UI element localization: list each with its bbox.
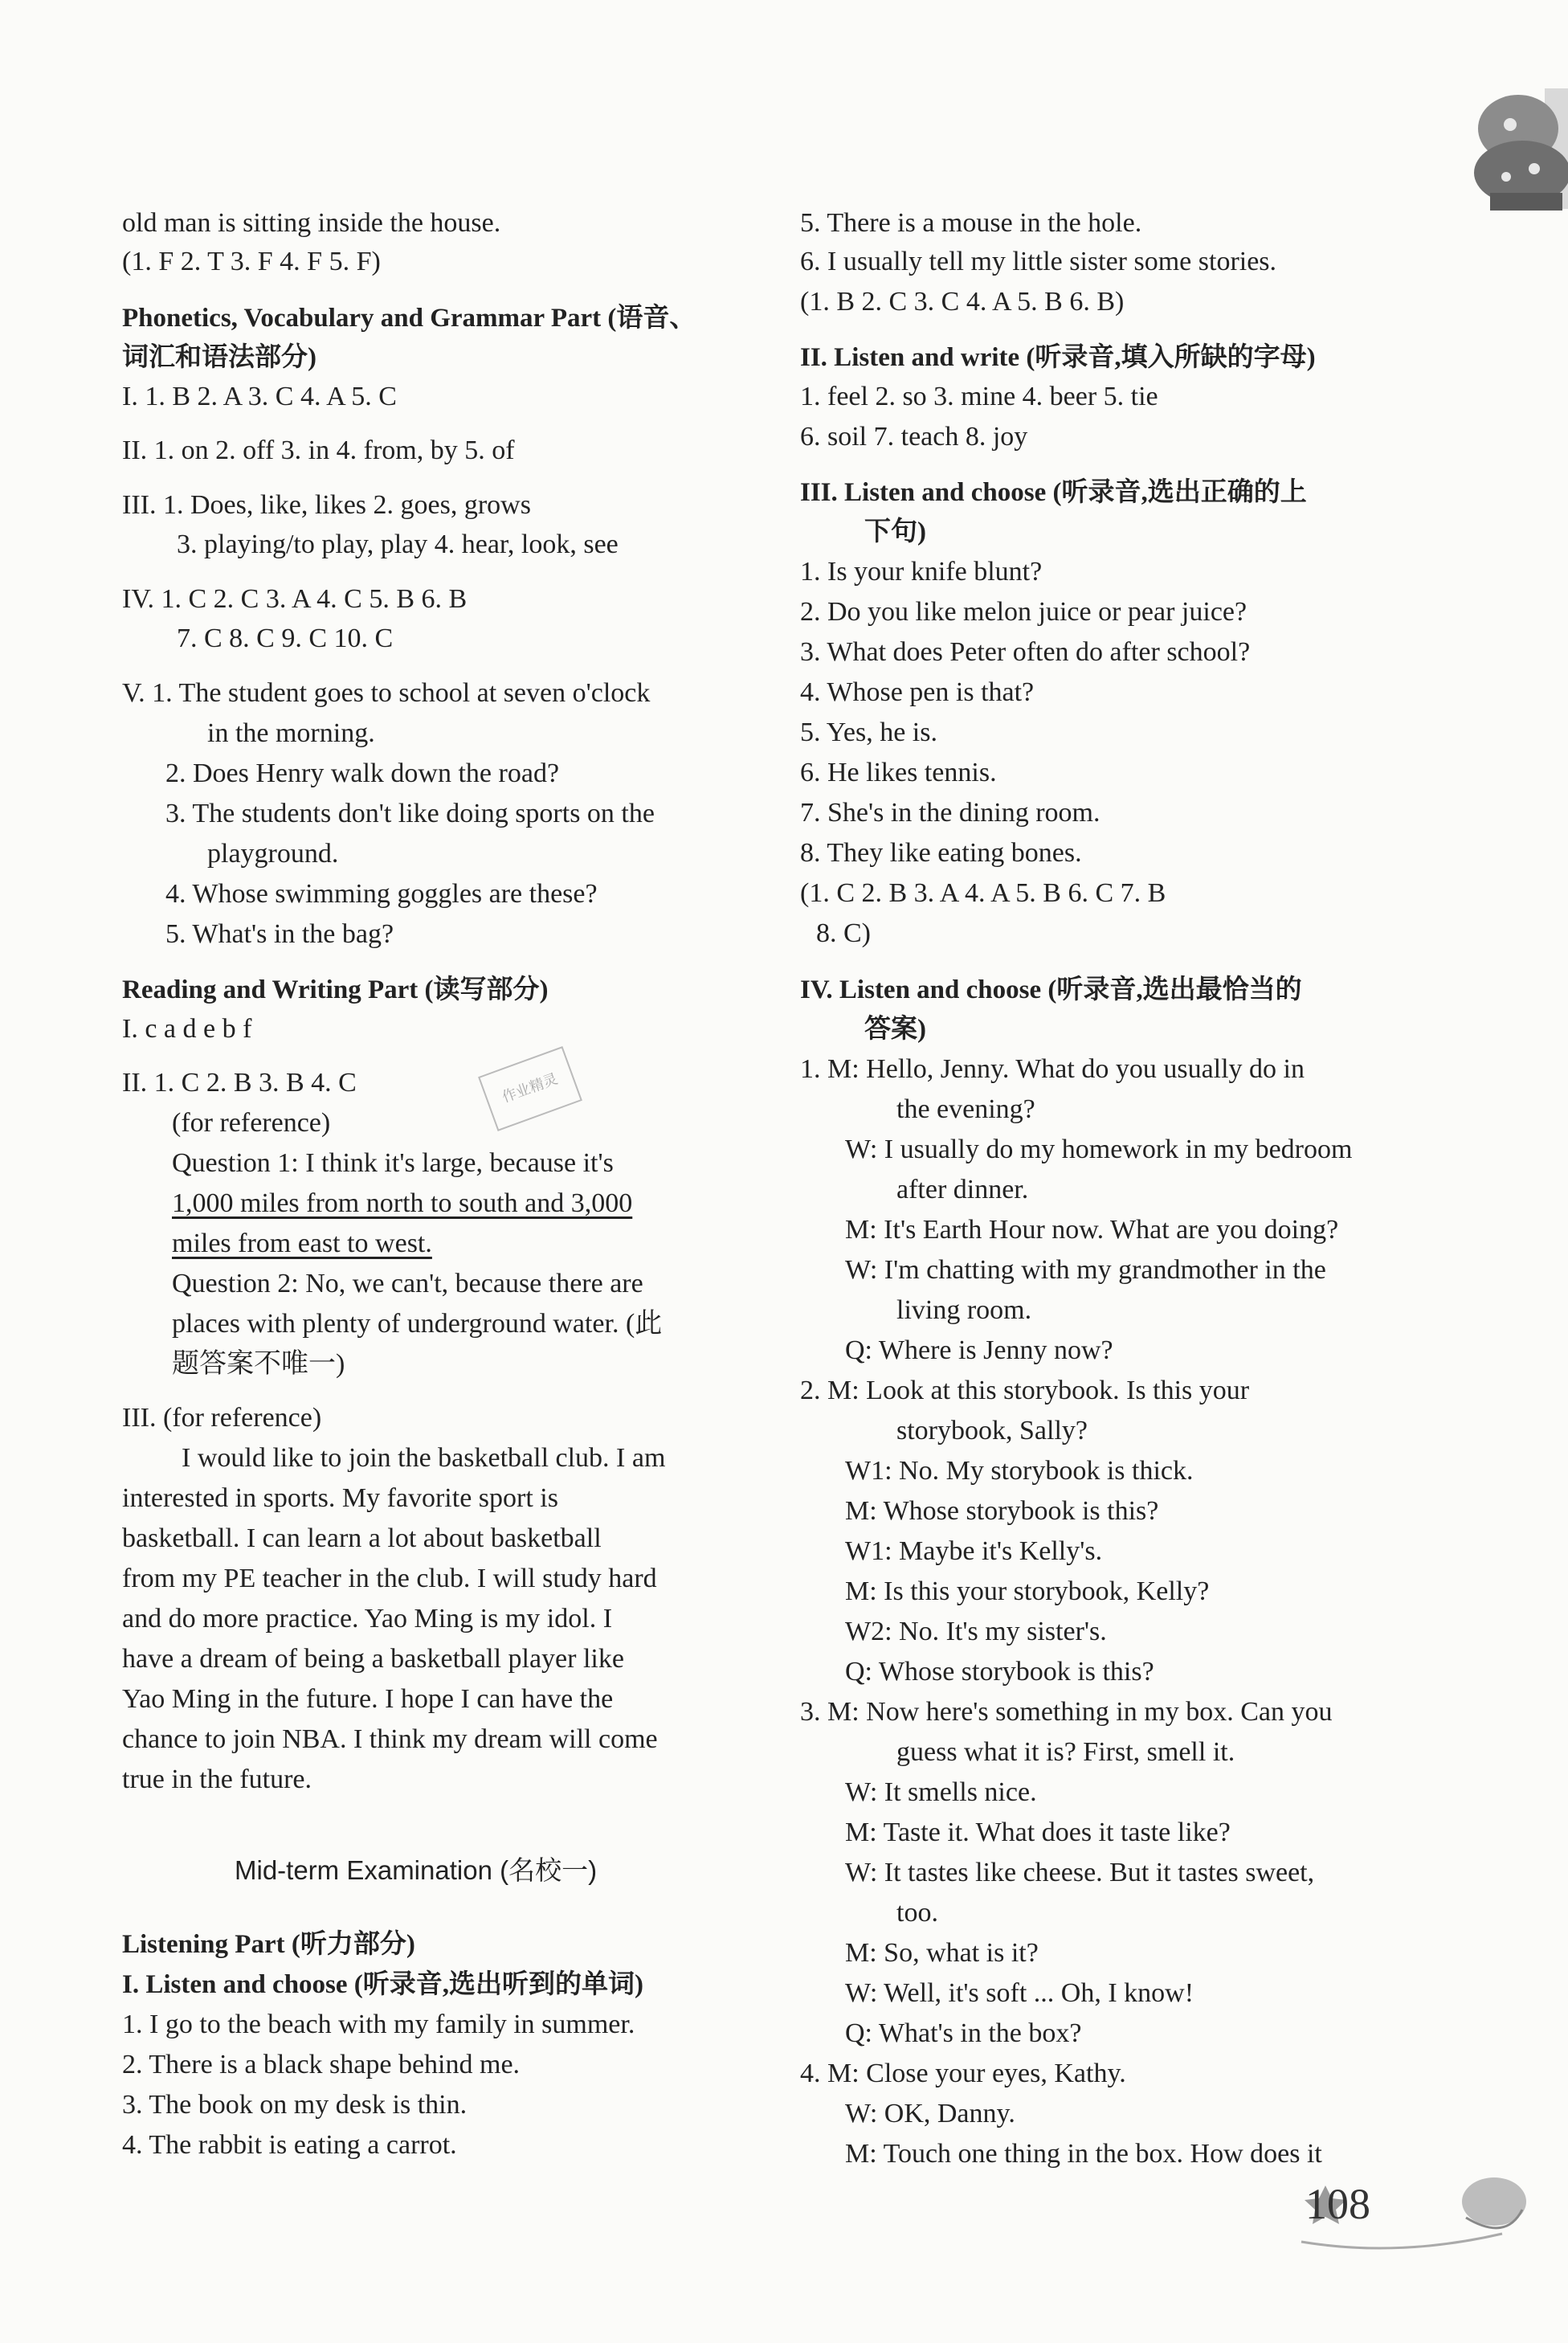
dialogue-line: M: Touch one thing in the box. How does it [845, 2139, 1322, 2169]
section-heading: III. Listen and choose (听录音,选出正确的上 [800, 478, 1307, 507]
answer-line: 7. C 8. C 9. C 10. C [177, 624, 394, 653]
dialogue-line: W2: No. It's my sister's. [845, 1617, 1107, 1646]
dialogue-line: W: Well, it's soft ... Oh, I know! [845, 1978, 1194, 2008]
dialogue-line: M: Whose storybook is this? [845, 1496, 1159, 1526]
paragraph-line: and do more practice. Yao Ming is my idol. I [122, 1604, 613, 1634]
answer-line: II. 1. on 2. off 3. in 4. from, by 5. of [122, 435, 515, 465]
stamp-watermark [470, 1045, 590, 1133]
dialogue-line: W: It tastes like cheese. But it tastes sweet, [845, 1858, 1315, 1887]
answer-line: 6. I usually tell my little sister some stories. [800, 247, 1277, 276]
answer-line: 2. Do you like melon juice or pear juice? [800, 597, 1247, 627]
dialogue-line: 2. M: Look at this storybook. Is this your [800, 1376, 1250, 1405]
answer-line: I. c a d e b f [122, 1014, 252, 1044]
section-heading: 词汇和语法部分) [122, 343, 316, 372]
answer-line: 6. soil 7. teach 8. joy [800, 422, 1028, 452]
answer-line: playground. [207, 839, 339, 869]
dialogue-line: Q: Where is Jenny now? [845, 1335, 1113, 1365]
answer-line: Question 1: I think it's large, because it's [172, 1148, 614, 1178]
answer-line: 2. Does Henry walk down the road? [165, 759, 560, 788]
answer-line: 1. Is your knife blunt? [800, 557, 1043, 587]
answer-line: 3. The book on my desk is thin. [122, 2090, 468, 2120]
section-heading: II. Listen and write (听录音,填入所缺的字母) [800, 343, 1316, 372]
section-heading: Listening Part (听力部分) [122, 1930, 415, 1959]
answer-line: (1. B 2. C 3. C 4. A 5. B 6. B) [800, 287, 1125, 317]
dialogue-line: W1: No. My storybook is thick. [845, 1456, 1194, 1486]
dialogue-line: 4. M: Close your eyes, Kathy. [800, 2059, 1126, 2088]
dialogue-line: 1. M: Hello, Jenny. What do you usually do in [800, 1054, 1305, 1084]
dialogue-line: the evening? [896, 1094, 1035, 1124]
answer-line: Question 2: No, we can't, because there are [172, 1269, 643, 1298]
page-number: 108 [1305, 2180, 1370, 2228]
answer-line: 1,000 miles from north to south and 3,000 [172, 1188, 633, 1218]
answer-line: (1. F 2. T 3. F 4. F 5. F) [122, 247, 381, 276]
paragraph-line: I would like to join the basketball club. I am [182, 1443, 666, 1473]
paragraph-line: chance to join NBA. I think my dream will come [122, 1724, 658, 1754]
answer-line: 5. There is a mouse in the hole. [800, 208, 1142, 238]
answer-line: in the morning. [207, 718, 375, 748]
answer-line: 2. There is a black shape behind me. [122, 2050, 521, 2079]
answer-line: 4. Whose pen is that? [800, 677, 1035, 707]
answer-line: I. 1. B 2. A 3. C 4. A 5. C [122, 382, 397, 411]
answer-line: 3. playing/to play, play 4. hear, look, see [177, 530, 619, 559]
section-heading: Reading and Writing Part (读写部分) [122, 975, 549, 1004]
paragraph-line: Yao Ming in the future. I hope I can have the [122, 1684, 614, 1714]
answer-line: III. 1. Does, like, likes 2. goes, grows [122, 490, 531, 520]
answer-line: (for reference) [172, 1108, 331, 1138]
answer-line: II. 1. C 2. B 3. B 4. C [122, 1068, 357, 1098]
answer-line: 6. He likes tennis. [800, 758, 997, 787]
answer-line: III. (for reference) [122, 1403, 322, 1433]
dialogue-line: Q: What's in the box? [845, 2018, 1082, 2048]
paragraph-line: have a dream of being a basketball player like [122, 1644, 624, 1674]
dialogue-line: living room. [896, 1295, 1032, 1325]
answer-line: 7. She's in the dining room. [800, 798, 1100, 828]
paragraph-line: from my PE teacher in the club. I will study hard [122, 1564, 657, 1593]
answer-line: 题答案不唯一) [172, 1349, 345, 1379]
answer-line: 5. Yes, he is. [800, 718, 937, 747]
answer-line: 5. What's in the bag? [165, 919, 394, 949]
dialogue-line: W: I'm chatting with my grandmother in the [845, 1255, 1326, 1285]
answer-line: 8. They like eating bones. [800, 838, 1082, 868]
answer-line: 3. What does Peter often do after school? [800, 637, 1251, 667]
section-heading: IV. Listen and choose (听录音,选出最恰当的 [800, 975, 1302, 1004]
section-heading: Phonetics, Vocabulary and Grammar Part (语音、 [122, 304, 696, 333]
text-line: old man is sitting inside the house. [122, 208, 501, 238]
section-heading: I. Listen and choose (听录音,选出听到的单词) [122, 1970, 644, 1999]
answer-line: 3. The students don't like doing sports on the [165, 799, 655, 828]
answer-line: 4. Whose swimming goggles are these? [165, 879, 598, 909]
dialogue-line: W: OK, Danny. [845, 2099, 1015, 2128]
tree-decoration [1442, 80, 1568, 225]
answer-line: 1. I go to the beach with my family in summer. [122, 2010, 635, 2039]
paragraph-line: basketball. I can learn a lot about basketball [122, 1523, 602, 1553]
answer-line: places with plenty of underground water. (此 [172, 1309, 663, 1339]
paragraph-line: true in the future. [122, 1764, 312, 1794]
dialogue-line: W: I usually do my homework in my bedroom [845, 1135, 1353, 1164]
answer-line: (1. C 2. B 3. A 4. A 5. B 6. C 7. B [800, 878, 1166, 908]
answer-line: miles from east to west. [172, 1229, 432, 1258]
dialogue-line: too. [896, 1898, 938, 1928]
dialogue-line: M: It's Earth Hour now. What are you doing? [845, 1215, 1339, 1245]
dialogue-line: M: Is this your storybook, Kelly? [845, 1576, 1210, 1606]
dialogue-line: guess what it is? First, smell it. [896, 1737, 1235, 1767]
dialogue-line: storybook, Sally? [896, 1416, 1088, 1445]
answer-line: 4. The rabbit is eating a carrot. [122, 2130, 457, 2160]
section-heading: 下句) [864, 517, 926, 546]
paragraph-line: interested in sports. My favorite sport is [122, 1483, 558, 1513]
dialogue-line: Q: Whose storybook is this? [845, 1657, 1154, 1687]
dialogue-line: W: It smells nice. [845, 1777, 1037, 1807]
svg-text:作业精灵: 作业精灵 [500, 1070, 561, 1106]
dialogue-line: W1: Maybe it's Kelly's. [845, 1536, 1103, 1566]
dialogue-line: M: So, what is it? [845, 1938, 1039, 1968]
dialogue-line: 3. M: Now here's something in my box. Can you [800, 1697, 1333, 1727]
dialogue-line: after dinner. [896, 1175, 1029, 1204]
answer-line: 8. C) [816, 918, 871, 948]
dialogue-line: M: Taste it. What does it taste like? [845, 1818, 1231, 1847]
answer-line: 1. feel 2. so 3. mine 4. beer 5. tie [800, 382, 1158, 411]
section-heading: 答案) [864, 1015, 926, 1044]
answer-line: V. 1. The student goes to school at seven o'clock [122, 678, 651, 708]
exam-title: Mid-term Examination (名校一) [235, 1855, 598, 1885]
answer-line: IV. 1. C 2. C 3. A 4. C 5. B 6. B [122, 584, 468, 614]
